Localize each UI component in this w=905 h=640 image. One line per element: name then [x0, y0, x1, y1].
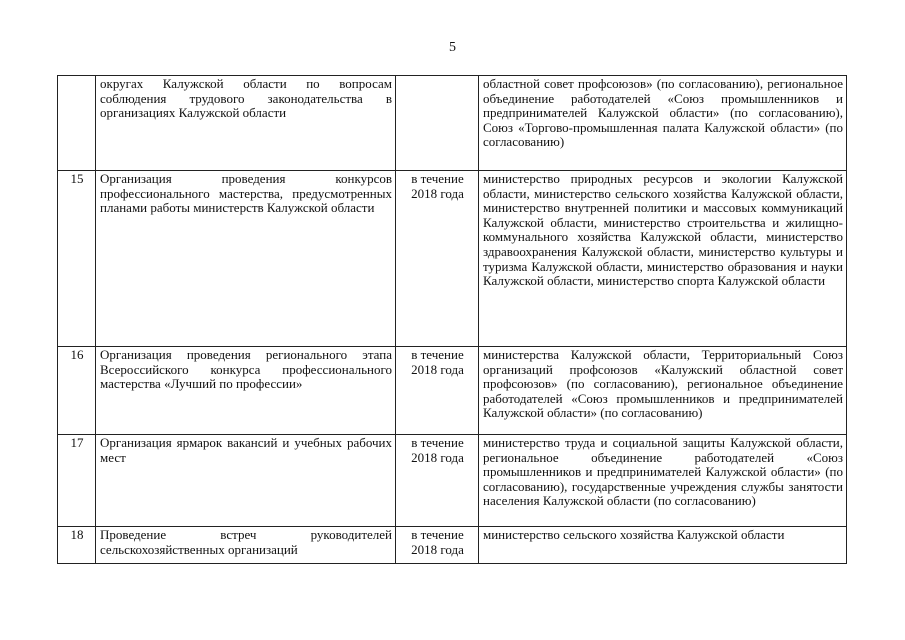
event-name: Организация ярмарок вакансий и учебных рабочих мест: [96, 435, 396, 527]
responsible-parties: министерство природных ресурсов и экологии Калужской области, министерство сельского хозяйства Калужской области, министерство внутренней политики и массовых коммуникаций Калужской области, министерство строительства и жилищно-коммунального хозяйства Калужской области, министерство здравоохранения Калужской области, министерство культуры и туризма Калужской области, министерство образования и науки Калужской области, министерство спорта Калужской области: [479, 171, 847, 347]
plan-table: [57, 75, 847, 564]
responsible-parties: министерство сельского хозяйства Калужской области: [479, 527, 847, 564]
table-row: [58, 527, 847, 564]
row-number: 16: [58, 347, 96, 435]
event-term: [396, 76, 479, 171]
event-name: Проведение встреч руководителей сельскохозяйственных организаций: [96, 527, 396, 564]
event-name: Организация проведения конкурсов профессионального мастерства, предусмотренных планами работы министерств Калужской области: [96, 171, 396, 347]
event-term: в течение 2018 года: [396, 171, 479, 347]
row-number: 17: [58, 435, 96, 527]
table-row: [58, 347, 847, 435]
page-number: 5: [449, 40, 456, 55]
table-row: [58, 171, 847, 347]
row-number: 18: [58, 527, 96, 564]
table-row: [58, 435, 847, 527]
table-row: [58, 76, 847, 171]
responsible-parties: министерства Калужской области, Территориальный Союз организаций профсоюзов «Калужский областной совет профсоюзов» (по согласованию), региональное объединение работодателей «Союз промышленников и предпринимателей Калужской области» (по согласованию): [479, 347, 847, 435]
row-number: 15: [58, 171, 96, 347]
responsible-parties: министерство труда и социальной защиты Калужской области, региональное объединение работодателей «Союз промышленников и предпринимателей Калужской области» (по согласованию), государственные учреждения службы занятости населения Калужской области (по согласованию): [479, 435, 847, 527]
event-term: в течение 2018 года: [396, 347, 479, 435]
row-number: [58, 76, 96, 171]
event-name: округах Калужской области по вопросам соблюдения трудового законодательства в организациях Калужской области: [96, 76, 396, 171]
event-term: в течение 2018 года: [396, 527, 479, 564]
event-name: Организация проведения регионального этапа Всероссийского конкурса профессионального мастерства «Лучший по профессии»: [96, 347, 396, 435]
responsible-parties: областной совет профсоюзов» (по согласованию), региональное объединение работодателей «Союз промышленников и предпринимателей Калужской области» (по согласованию), Союз «Торгово-промышленная палата Калужской области» (по согласованию): [479, 76, 847, 171]
event-term: в течение 2018 года: [396, 435, 479, 527]
